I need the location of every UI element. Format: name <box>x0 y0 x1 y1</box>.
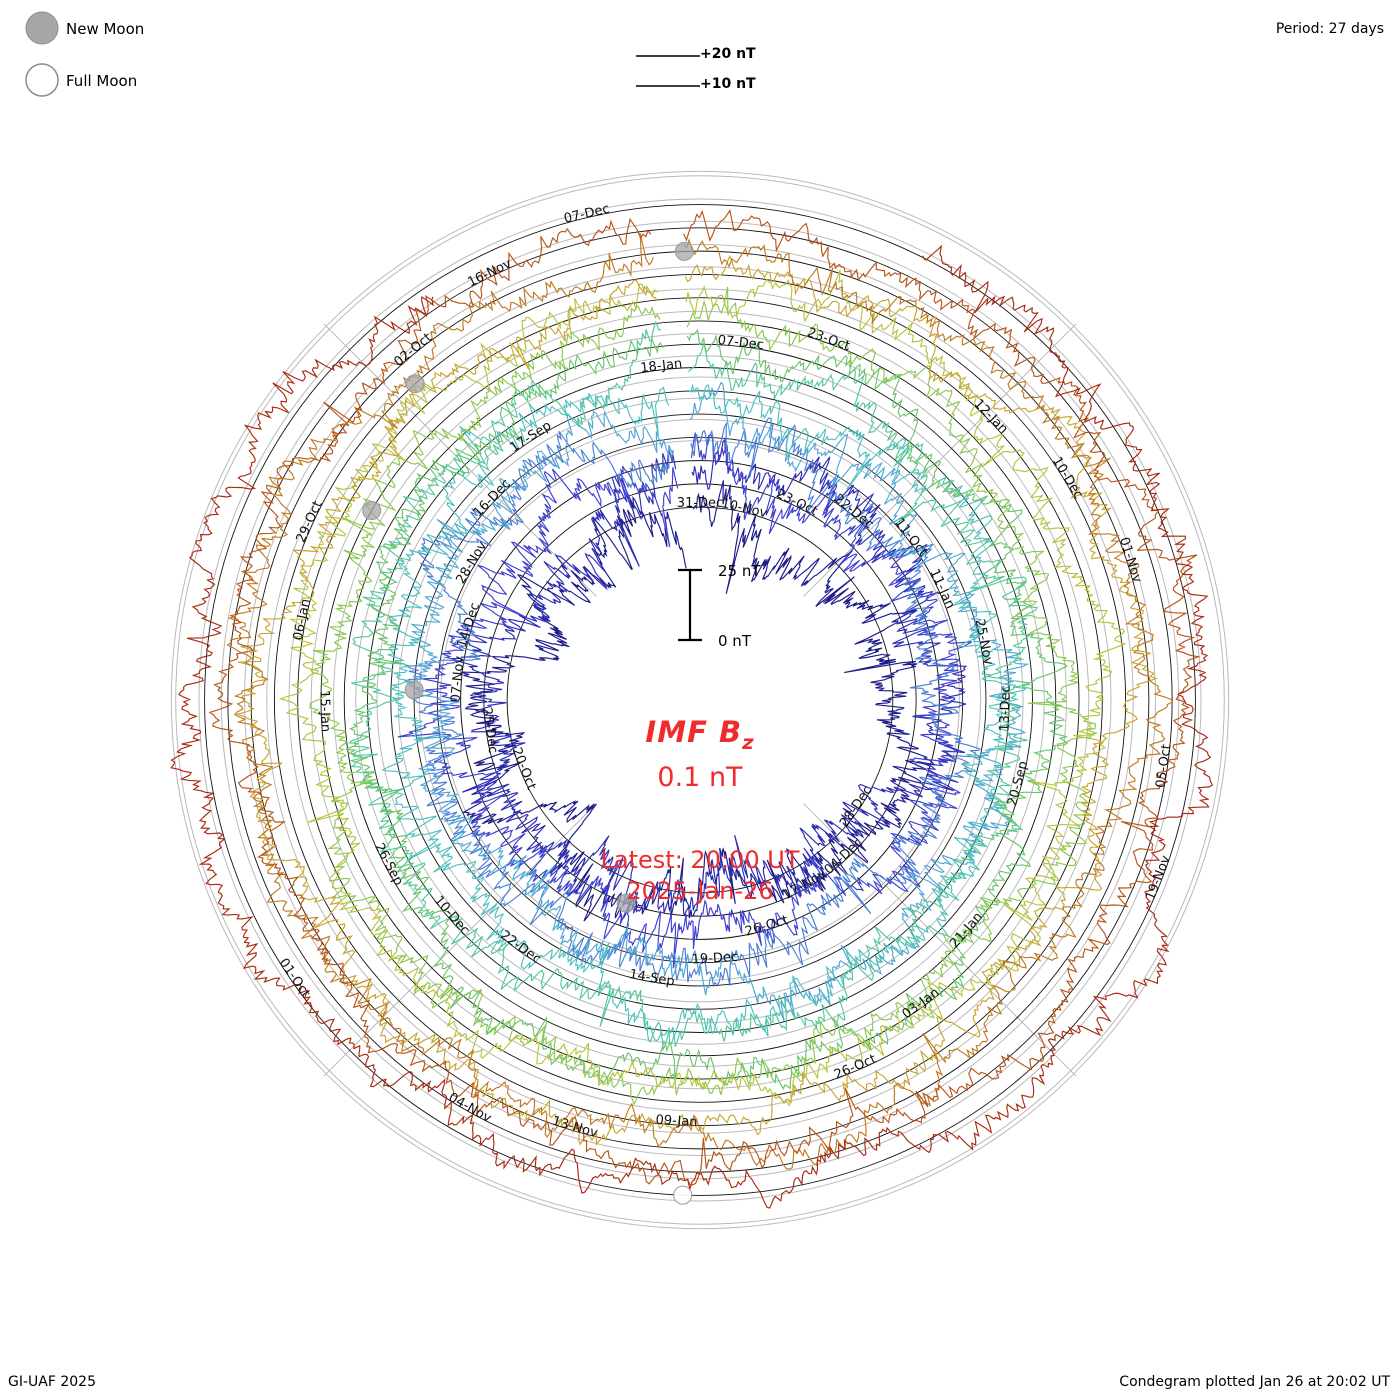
date-label: 31-Dec <box>676 496 724 512</box>
center-latest-date: 2025-Jan-26 <box>626 876 774 905</box>
date-label: 05-Oct <box>1153 743 1175 789</box>
date-label: 14-Sep <box>628 967 676 990</box>
new-moon-marker-icon <box>406 375 424 393</box>
date-label: 16-Dec <box>470 476 514 521</box>
date-label: 22-Dec <box>497 927 544 968</box>
date-label: 23-Oct <box>773 486 820 520</box>
full-moon-marker-icon <box>674 1186 692 1204</box>
axis-label-plus20: +20 nT <box>700 46 756 62</box>
date-label: 28-Nov <box>453 538 491 587</box>
date-label: 16-Nov <box>465 256 514 291</box>
date-label: 09-Jan <box>655 1112 698 1131</box>
date-label: 13-Dec <box>997 685 1014 732</box>
date-label: 29-Oct <box>293 498 326 546</box>
date-label: 26-Oct <box>832 1051 879 1083</box>
date-label: 11-Jan <box>926 566 958 612</box>
date-label: 18-Jan <box>639 356 684 377</box>
date-label: 26-Oct <box>743 912 790 940</box>
date-label: 15-Jan <box>316 689 333 733</box>
date-label: 10-Nov <box>719 496 769 522</box>
period-label: Period: 27 days <box>1275 21 1384 37</box>
new-moon-marker-icon <box>405 681 423 699</box>
date-label: 13-Nov <box>550 1113 600 1142</box>
center-title-sub: z <box>742 730 755 754</box>
date-label: 10-Dec <box>1048 454 1086 502</box>
date-label: 23-Oct <box>805 325 852 355</box>
center-value: 0.1 nT <box>657 761 743 793</box>
date-label: 25-Nov <box>971 617 996 667</box>
new-moon-marker-icon <box>26 12 58 44</box>
date-label: 01-Nov <box>1115 535 1145 585</box>
date-label: 20-Oct <box>508 745 539 793</box>
date-label: 19-Dec <box>691 949 739 968</box>
date-label: 03-Jan <box>899 985 943 1023</box>
date-label: 12-Jan <box>970 396 1011 438</box>
center-latest-time: Latest: 20:00 UT <box>600 845 800 874</box>
legend-full-moon-label: Full Moon <box>66 72 138 90</box>
date-label: 10-Dec <box>430 893 473 939</box>
date-label: 25-Dec <box>478 706 501 755</box>
date-label: 11-Oct <box>891 515 931 560</box>
date-label: 26-Sep <box>371 840 406 889</box>
footer-credit: GI-UAF 2025 <box>8 1374 96 1390</box>
center-title-main: IMF B <box>645 715 743 749</box>
date-label: 19-Nov <box>1143 853 1174 903</box>
date-label: 07-Nov <box>448 655 468 704</box>
date-label: 01-Oct <box>275 955 313 1001</box>
date-label: 02-Oct <box>391 330 435 370</box>
date-label: 04-Dec <box>821 835 866 878</box>
radial-axis-ticks <box>636 56 700 86</box>
new-moon-marker-icon <box>363 502 381 520</box>
new-moon-marker-icon <box>675 242 693 260</box>
scale-bar <box>678 570 702 640</box>
date-label: 07-Dec <box>716 332 765 354</box>
date-label: 17-Sep <box>507 418 555 456</box>
legend-new-moon-label: New Moon <box>66 20 145 38</box>
date-label: 20-Sep <box>1005 759 1032 808</box>
full-moon-marker-icon <box>26 64 58 96</box>
scalebar-bottom-label: 0 nT <box>718 632 751 650</box>
date-label: 28-Dec <box>837 783 876 831</box>
axis-label-plus10: +10 nT <box>700 76 756 92</box>
date-label: 07-Dec <box>562 201 612 227</box>
date-label: 06-Jan <box>290 597 314 642</box>
date-label: 04-Nov <box>445 1090 494 1127</box>
footer-timestamp: Condegram plotted Jan 26 at 20:02 UT <box>1119 1374 1390 1390</box>
date-label: 14-Dec <box>454 600 484 650</box>
date-label: 17-Nov <box>780 866 829 903</box>
date-label: 21-Jan <box>947 909 986 952</box>
scalebar-top-label: 25 nT <box>718 562 761 580</box>
new-moon-marker-icon <box>617 894 635 912</box>
date-label: 22-Dec <box>830 491 877 533</box>
